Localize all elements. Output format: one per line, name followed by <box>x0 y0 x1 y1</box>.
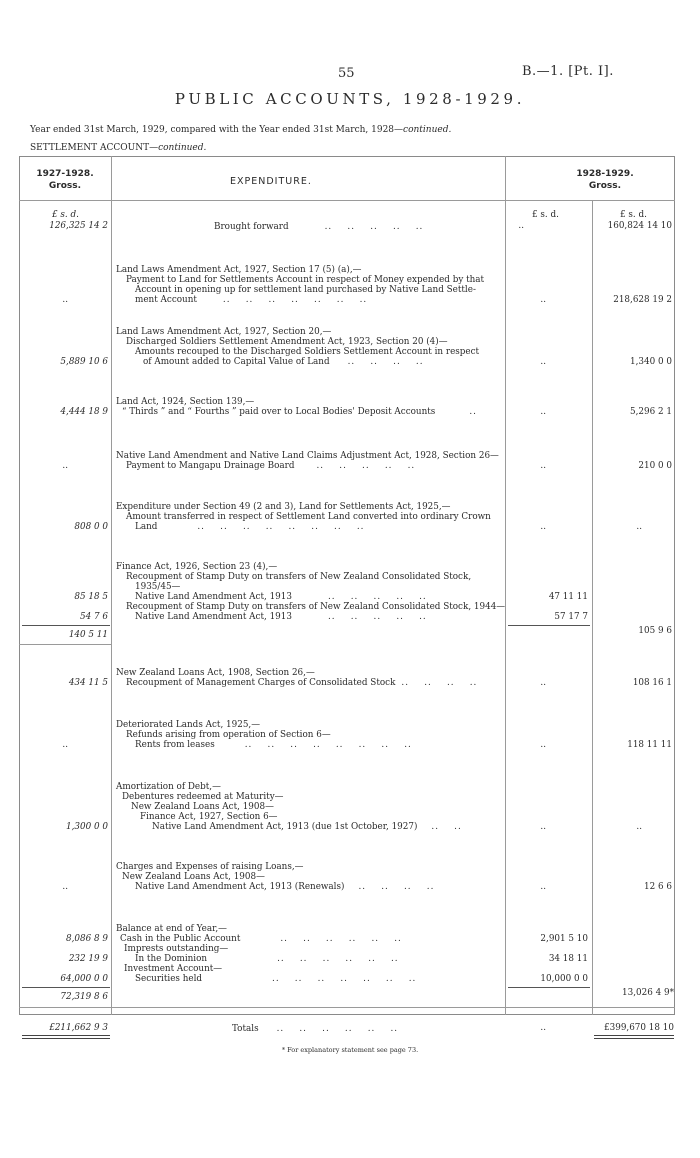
nz-loans-26-last: Recoupment of Management Charges of Consolidated Stock <box>126 678 396 688</box>
deteriorated-line: Rents from leases .. .. .. .. .. .. .. .. <box>135 740 412 750</box>
brought-forward-text: Brought forward <box>214 222 289 232</box>
totals-text: Totals <box>232 1024 259 1034</box>
amortization-1928: 1,300 0 0 <box>66 822 108 832</box>
section-49-1928: 808 0 0 <box>74 522 108 532</box>
land-laws-20-heading: Land Laws Amendment Act, 1927, Section 20,— <box>116 327 332 337</box>
header-1928-gross: Gross. <box>48 181 82 191</box>
balance-mid-b: 34 18 11 <box>548 954 588 964</box>
land-act-139-mid: .. <box>540 407 546 417</box>
balance-line: Cash in the Public Account .. .. .. .. .. .. <box>120 934 402 944</box>
balance-mid-c: 10,000 0 0 <box>540 974 588 984</box>
native-land-26-1928: .. <box>62 461 68 471</box>
land-laws-17-line: Payment to Land for Settlements Account in respect of Money expended by that <box>126 275 485 285</box>
document-reference: B.—1. [Pt. I]. <box>522 64 614 79</box>
finance-23-line-b: Native Land Amendment Act, 1913 <box>135 612 292 622</box>
finance-23-line: Recoupment of Stamp Duty on transfers of New Zealand Consolidated Stock, 1944— <box>126 602 506 612</box>
balance-mid-rule <box>508 987 590 988</box>
finance-23-line-a: Native Land Amendment Act, 1913 <box>135 592 292 602</box>
balance-1929: 13,026 4 9* <box>622 988 674 998</box>
deteriorated-heading: Deteriorated Lands Act, 1925,— <box>116 720 261 730</box>
header-expenditure: EXPENDITURE. <box>230 176 312 187</box>
section-49-1929: .. <box>636 522 642 532</box>
units-mid: £ s. d. <box>532 210 559 220</box>
finance-23-sum-rule <box>22 625 110 626</box>
brought-forward-1929: 160,824 14 10 <box>607 221 672 231</box>
native-land-26-1929: 210 0 0 <box>638 461 672 471</box>
balance-line: Imprests outstanding— <box>124 944 229 954</box>
header-1929-year: 1928-1929. <box>576 169 634 179</box>
land-laws-17-last: ment Account <box>135 295 197 305</box>
totals-rule-right-1 <box>594 1035 674 1036</box>
land-laws-17-mid: .. <box>540 295 546 305</box>
land-act-139-line: “ Thirds ” and “ Fourths ” paid over to Local Bodies' Deposit Accounts .. <box>122 407 477 417</box>
finance-23-1929: 105 9 6 <box>638 626 672 636</box>
units-right: £ s. d. <box>620 210 647 220</box>
section-49-line: Land .. .. .. .. .. .. .. .. <box>135 522 365 532</box>
land-laws-20-1928: 5,889 10 6 <box>60 357 108 367</box>
finance-23-1928-total: 140 5 11 <box>68 630 108 640</box>
land-laws-20-last: of Amount added to Capital Value of Land <box>143 357 330 367</box>
account-name <box>30 143 206 153</box>
native-land-26-line: Payment to Mangapu Drainage Board .. .. .. .. .. <box>126 461 416 471</box>
charges-1928: .. <box>62 882 68 892</box>
land-laws-20-line: Discharged Soldiers Settlement Amendment Act, 1923, Section 20 (4)— <box>126 337 448 347</box>
nz-loans-26-1929: 108 16 1 <box>632 678 672 688</box>
balance-line: In the Dominion .. .. .. .. .. .. <box>135 954 399 964</box>
land-act-139-1929: 5,296 2 1 <box>630 407 672 417</box>
native-land-26-last: Payment to Mangapu Drainage Board <box>126 461 295 471</box>
charges-line: Native Land Amendment Act, 1913 (Renewals) .. .. .. .. <box>135 882 435 892</box>
charges-1929: 12 6 6 <box>644 882 672 892</box>
header-1928 <box>20 168 110 192</box>
amortization-line: Native Land Amendment Act, 1913 (due 1st October, 1927) .. .. <box>152 822 462 832</box>
totals-1929: £399,670 18 10 <box>604 1023 674 1033</box>
nz-loans-26-heading: New Zealand Loans Act, 1908, Section 26,— <box>116 668 315 678</box>
deteriorated-line: Refunds arising from operation of Section 6— <box>126 730 331 740</box>
account-name-continued: continued. <box>158 143 207 153</box>
land-laws-17-line: Account in opening up for settlement land purchased by Native Land Settle- <box>135 285 476 295</box>
charges-heading: Charges and Expenses of raising Loans,— <box>116 862 304 872</box>
deteriorated-1928: .. <box>62 740 68 750</box>
charges-mid: .. <box>540 882 546 892</box>
section-49-mid: .. <box>540 522 546 532</box>
balance-1928-a: 8,086 8 9 <box>66 934 108 944</box>
amortization-line: New Zealand Loans Act, 1908— <box>131 802 274 812</box>
column-rule-mid-left <box>505 156 506 1015</box>
land-laws-20-line: Amounts recouped to the Discharged Soldiers Settlement Account in respect <box>135 347 480 357</box>
footnote: * For explanatory statement see page 73. <box>281 1046 419 1054</box>
balance-cash: Cash in the Public Account <box>120 934 241 944</box>
header-rule <box>19 200 675 201</box>
finance-23-mid-rule <box>508 625 590 626</box>
nz-loans-26-line: Recoupment of Management Charges of Consolidated Stock .. .. .. .. <box>126 678 478 688</box>
nz-loans-26-mid: .. <box>540 678 546 688</box>
totals-label: Totals .. .. .. .. .. .. <box>232 1024 399 1034</box>
deteriorated-1929: 118 11 11 <box>627 740 672 750</box>
section-49-line: Amount transferred in respect of Settlement Land converted into ordinary Crown <box>126 512 491 522</box>
finance-23-1928-b: 54 7 6 <box>80 612 108 622</box>
balance-securities: Securities held <box>135 974 203 984</box>
account-name-text: SETTLEMENT ACCOUNT— <box>30 143 159 153</box>
charges-line: New Zealand Loans Act, 1908— <box>122 872 265 882</box>
brought-forward-label: Brought forward .. .. .. .. .. <box>214 222 424 232</box>
balance-line: Securities held .. .. .. .. .. .. .. <box>135 974 417 984</box>
totals-mid: .. <box>540 1023 546 1033</box>
amortization-line: Debentures redeemed at Maturity— <box>122 792 284 802</box>
nz-loans-26-1928: 434 11 5 <box>68 678 108 688</box>
finance-23-heading: Finance Act, 1926, Section 23 (4),— <box>116 562 278 572</box>
header-1929 <box>540 168 670 192</box>
amortization-heading: Amortization of Debt,— <box>116 782 221 792</box>
finance-23-line: Native Land Amendment Act, 1913 .. .. .. .. .. <box>135 612 427 622</box>
brought-forward-1928: 126,325 14 2 <box>49 221 108 231</box>
period-subtitle-text: Year ended 31st March, 1929, compared with the Year ended 31st March, 1928— <box>30 125 404 135</box>
balance-mid-a: 2,901 5 10 <box>540 934 588 944</box>
header-1929-gross: Gross. <box>588 181 622 191</box>
land-laws-17-heading: Land Laws Amendment Act, 1927, Section 17 (5) (a),— <box>116 265 362 275</box>
balance-dominion: In the Dominion <box>135 954 208 964</box>
deteriorated-last: Rents from leases <box>135 740 215 750</box>
totals-rule-left-2 <box>22 1038 110 1039</box>
finance-23-mid-b: 57 17 7 <box>554 612 588 622</box>
balance-1928-total: 72,319 8 6 <box>60 992 108 1002</box>
page-number: 55 <box>338 66 355 81</box>
native-land-26-mid: .. <box>540 461 546 471</box>
amortization-mid: .. <box>540 822 546 832</box>
native-land-26-heading: Native Land Amendment and Native Land Claims Adjustment Act, 1928, Section 26— <box>116 451 499 461</box>
finance-23-mid-a: 47 11 11 <box>548 592 588 602</box>
deteriorated-mid: .. <box>540 740 546 750</box>
column-rule-left <box>111 156 112 1015</box>
land-laws-17-1929: 218,628 19 2 <box>613 295 672 305</box>
balance-1928-b: 232 19 9 <box>68 954 108 964</box>
totals-rule <box>19 1007 675 1008</box>
finance-23-line: Native Land Amendment Act, 1913 .. .. .. .. .. <box>135 592 427 602</box>
finance-23-line: Recoupment of Stamp Duty on transfers of New Zealand Consolidated Stock, <box>126 572 472 582</box>
brought-forward-mid: .. <box>518 221 524 231</box>
period-subtitle-continued: continued. <box>403 125 452 135</box>
land-act-139-last: “ Thirds ” and “ Fourths ” paid over to Local Bodies' Deposit Accounts <box>122 407 436 417</box>
balance-1928-c: 64,000 0 0 <box>60 974 108 984</box>
header-1928-year: 1927-1928. <box>36 169 94 179</box>
section-49-last: Land <box>135 522 158 532</box>
land-act-139-heading: Land Act, 1924, Section 139,— <box>116 397 255 407</box>
totals-rule-right-2 <box>594 1038 674 1039</box>
balance-line: Investment Account— <box>124 964 223 974</box>
page-title: PUBLIC ACCOUNTS, 1928-1929. <box>174 90 526 108</box>
charges-last: Native Land Amendment Act, 1913 (Renewals) <box>135 882 345 892</box>
land-laws-17-line: ment Account .. .. .. .. .. .. .. <box>135 295 368 305</box>
land-laws-20-1929: 1,340 0 0 <box>630 357 672 367</box>
amortization-last: Native Land Amendment Act, 1913 (due 1st October, 1927) <box>152 822 418 832</box>
land-act-139-1928: 4,444 18 9 <box>60 407 108 417</box>
land-laws-17-1928: .. <box>62 295 68 305</box>
land-laws-20-line: of Amount added to Capital Value of Land .. .. .. .. <box>143 357 424 367</box>
finance-23-line: 1935/45— <box>135 582 181 592</box>
amortization-1929: .. <box>636 822 642 832</box>
section-49-heading: Expenditure under Section 49 (2 and 3), Land for Settlements Act, 1925,— <box>116 502 451 512</box>
finance-23-1928-a: 85 18 5 <box>74 592 108 602</box>
finance-23-rule-bottom <box>19 644 111 645</box>
balance-sum-rule <box>22 987 110 988</box>
totals-1928: £211,662 9 3 <box>49 1023 108 1033</box>
amortization-line: Finance Act, 1927, Section 6— <box>140 812 278 822</box>
balance-heading: Balance at end of Year,— <box>116 924 227 934</box>
land-laws-20-mid: .. <box>540 357 546 367</box>
period-subtitle <box>30 125 451 135</box>
units-left: £ s. d. <box>52 210 79 220</box>
column-rule-right <box>592 200 593 1015</box>
totals-rule-left-1 <box>22 1035 110 1036</box>
